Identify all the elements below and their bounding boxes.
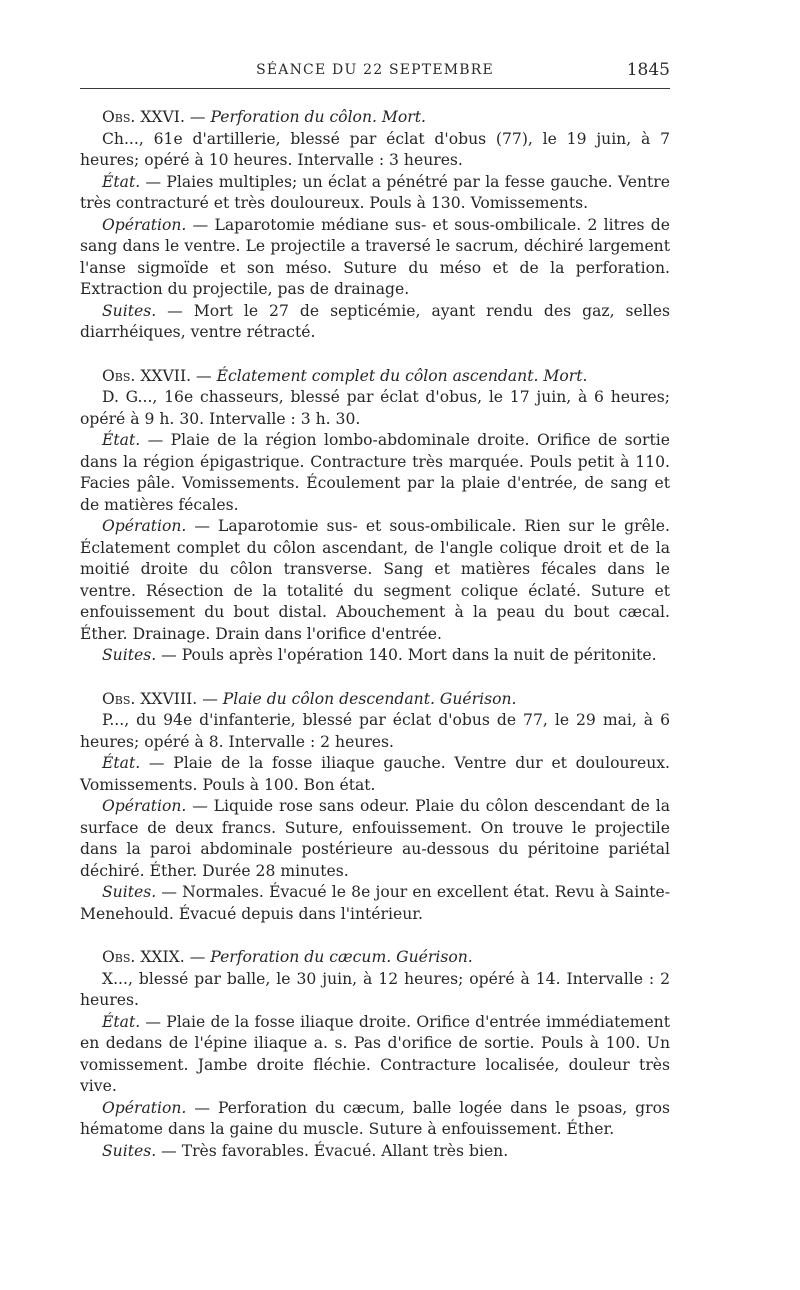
section-label: Opération. bbox=[102, 215, 187, 234]
observation-label: Obs. XXVII. bbox=[102, 366, 192, 385]
section-suites bbox=[80, 645, 670, 667]
observation-heading bbox=[80, 107, 670, 129]
section-label: État. bbox=[102, 754, 141, 772]
section-text: — Très favorables. Évacué. Allant très bien. bbox=[161, 1141, 509, 1160]
observation-title: Perforation du côlon. Mort. bbox=[210, 108, 426, 126]
section-suites bbox=[80, 882, 670, 925]
section-text: — Pouls après l'opération 140. Mort dans la nuit de péritonite. bbox=[161, 646, 657, 664]
section-text: — Liquide rose sans odeur. Plaie du côlon descendant de la surface de deux francs. Suture, enfouissement. On trouve le projectile dans la paroi abdominale postérieure au-dessous du péritoine pariétal déchiré. Éther. Durée 28 minutes. bbox=[80, 797, 670, 880]
observation-29 bbox=[80, 947, 670, 1162]
section-label: Suites. bbox=[102, 883, 157, 901]
section-label: Suites. bbox=[102, 301, 157, 320]
section-text: — Laparotomie sus- et sous-ombilicale. Rien sur le grêle. Éclatement complet du côlon ascendant, de l'angle colique droit et de la moitié droite du côlon transverse. Sang et matières fécales dans le ventre. Résection de la totalité du segment colique éclaté. Suture et enfouissement du bout distal. Abouchement à la peau du bout cæcal. Éther. Drainage. Drain dans l'orifice d'entrée. bbox=[80, 517, 670, 643]
section-label: État. bbox=[102, 431, 141, 449]
observation-intro: Ch..., 61e d'artillerie, blessé par éclat d'obus (77), le 19 juin, à 7 heures; opéré à 10 heures. Intervalle : 3 heures. bbox=[80, 129, 670, 169]
section-label: Opération. bbox=[102, 797, 187, 815]
running-header bbox=[80, 52, 670, 89]
document-page bbox=[80, 52, 670, 1162]
section-label: Suites. bbox=[102, 1141, 157, 1160]
section-label: Opération. bbox=[102, 1098, 187, 1117]
observation-intro: D. G..., 16e chasseurs, blessé par éclat d'obus, le 17 juin, à 6 heures; opéré à 9 h. 30. Intervalle : 3 h. 30. bbox=[80, 388, 670, 428]
observation-title: Perforation du cæcum. Guérison. bbox=[210, 948, 473, 966]
observation-label: Obs. XXIX. bbox=[102, 948, 185, 966]
section-etat bbox=[80, 753, 670, 796]
section-text: — Plaie de la région lombo-abdominale droite. Orifice de sortie dans la région épigastrique. Contracture très marquée. Pouls petit à 110. Facies pâle. Vomissements. Écoulement par la plaie d'entrée, de sang et de matières fécales. bbox=[80, 431, 670, 514]
section-label: État. bbox=[102, 1012, 141, 1031]
observation-heading bbox=[80, 689, 670, 711]
section-suites bbox=[80, 1141, 670, 1163]
page-number: 1845 bbox=[626, 60, 670, 80]
heading-dash: — bbox=[196, 366, 212, 385]
observation-label: Obs. XXVIII. bbox=[102, 689, 198, 708]
section-label: État. bbox=[102, 172, 141, 191]
observation-28 bbox=[80, 689, 670, 926]
section-text: — Normales. Évacué le 8e jour en excellent état. Revu à Sainte-Menehould. Évacué depuis dans l'intérieur. bbox=[80, 883, 670, 923]
section-operation bbox=[80, 1098, 670, 1141]
section-operation bbox=[80, 215, 670, 301]
heading-dash: — bbox=[189, 108, 206, 126]
section-etat bbox=[80, 1012, 670, 1098]
section-text: — Plaies multiples; un éclat a pénétré par la fesse gauche. Ventre très contracturé et très douloureux. Pouls à 130. Vomissements. bbox=[80, 172, 670, 212]
observation-26 bbox=[80, 107, 670, 344]
observation-title: Plaie du côlon descendant. Guérison. bbox=[222, 689, 517, 708]
section-text: — Perforation du cæcum, balle logée dans le psoas, gros hématome dans la gaine du muscle. Suture à enfouissement. Éther. bbox=[80, 1098, 670, 1138]
heading-dash: — bbox=[202, 689, 218, 708]
observation-heading bbox=[80, 947, 670, 969]
observation-title: Éclatement complet du côlon ascendant. Mort. bbox=[216, 366, 588, 385]
section-suites bbox=[80, 301, 670, 344]
section-operation bbox=[80, 516, 670, 645]
running-title: SÉANCE DU 22 SEPTEMBRE bbox=[256, 62, 494, 78]
section-label: Suites. bbox=[102, 646, 157, 664]
observation-heading bbox=[80, 366, 670, 388]
section-text: — Mort le 27 de septicémie, ayant rendu des gaz, selles diarrhéiques, ventre rétracté. bbox=[80, 301, 670, 341]
observation-27 bbox=[80, 366, 670, 667]
observation-intro: X..., blessé par balle, le 30 juin, à 12 heures; opéré à 14. Intervalle : 2 heures. bbox=[80, 969, 670, 1009]
observation-intro: P..., du 94e d'infanterie, blessé par éclat d'obus de 77, le 29 mai, à 6 heures; opéré à 8. Intervalle : 2 heures. bbox=[80, 711, 670, 751]
section-etat bbox=[80, 430, 670, 516]
section-text: — Laparotomie médiane sus- et sous-ombilicale. 2 litres de sang dans le ventre. Le projectile a traversé le sacrum, déchiré largement l'anse sigmoïde et son méso. Suture du méso et de la perforation. Extraction du projectile, pas de drainage. bbox=[80, 215, 670, 298]
section-operation bbox=[80, 796, 670, 882]
section-text: — Plaie de la fosse iliaque gauche. Ventre dur et douloureux. Vomissements. Pouls à 100. Bon état. bbox=[80, 754, 670, 794]
section-text: — Plaie de la fosse iliaque droite. Orifice d'entrée immédiatement en dedans de l'épine iliaque a. s. Pas d'orifice de sortie. Pouls à 100. Un vomissement. Jambe droite fléchie. Contracture localisée, douleur très vive. bbox=[80, 1012, 670, 1095]
section-label: Opération. bbox=[102, 517, 187, 535]
heading-dash: — bbox=[189, 948, 206, 966]
observation-label: Obs. XXVI. bbox=[102, 108, 185, 126]
section-etat bbox=[80, 172, 670, 215]
